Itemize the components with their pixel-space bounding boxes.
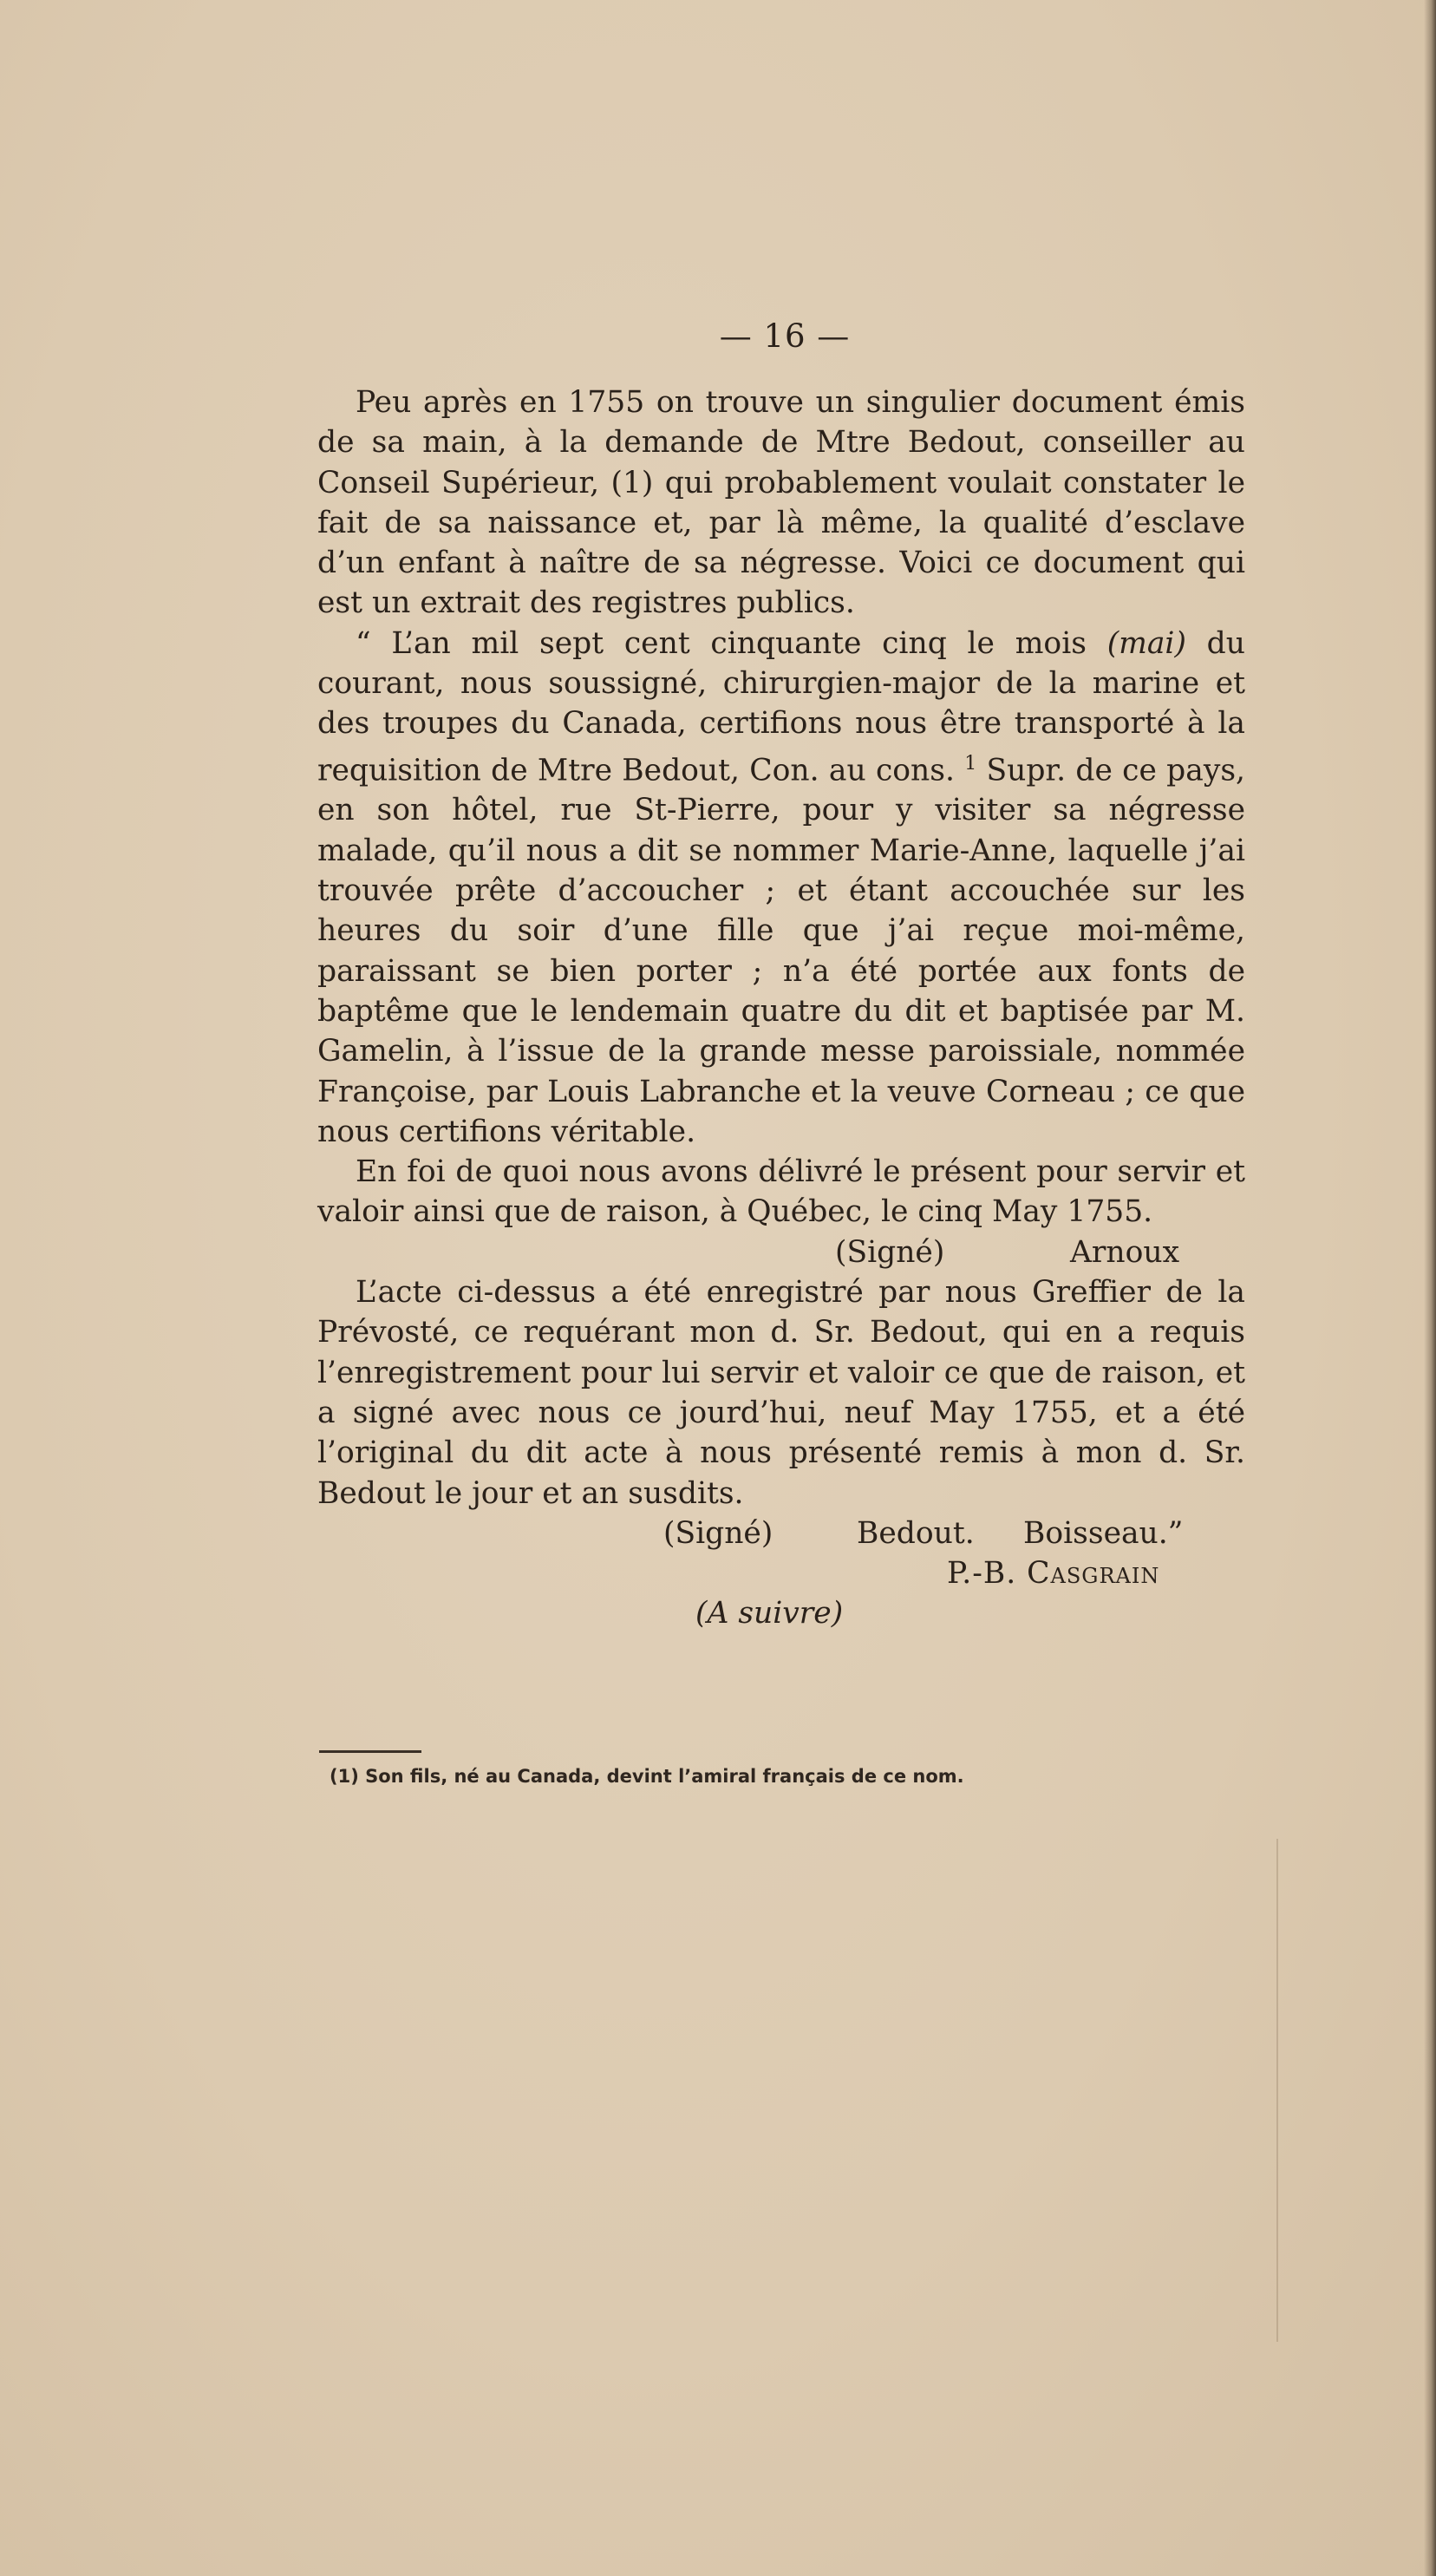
signature-arnoux: [317, 1232, 1245, 1272]
signature-name-arnoux: Arnoux: [1070, 1234, 1180, 1270]
signature-name-bedout: Bedout.: [857, 1515, 975, 1551]
quote-month-italic: (mai): [1106, 625, 1186, 661]
footnote-rule: [319, 1750, 421, 1753]
signature-name-boisseau: Boisseau.”: [1023, 1515, 1184, 1551]
quote-text-middle: du courant, nous soussigné, chirurgien-major de la marine et des troupes du Canada, certifions nous être transporté à la requisition de Mtre Bedout, Con. au cons.: [317, 625, 1245, 788]
quote-text-rest: Supr. de ce pays, en son hôtel, rue St-Pierre, pour y visiter sa négresse malade, qu’il nous a dit se nommer Marie-Anne, laquelle j’ai trouvée prête d’accoucher ; et étant accouchée sur les heures du soir d’une fille que j’ai reçue moi-même, paraissant se bien porter ; n’a été portée aux fonts de baptême que le lendemain quatre du dit et baptisée par M. Gamelin, à l’issue de la grande messe paroissiale, nommée Françoise, par Louis Labranche et la veuve Corneau ; ce que nous certifions véritable.: [317, 753, 1245, 1149]
paragraph-registration: L’acte ci-dessus a été enregistré par nous Greffier de la Prévosté, ce requérant mon d. Sr. Bedout, qui en a requis l’enregistrement pour lui servir et valoir ce que de raison, et a signé avec nous ce jourd’hui, neuf May 1755, et a été l’original du dit acte à nous présenté remis à mon d. Sr. Bedout le jour et an susdits.: [317, 1275, 1245, 1511]
footnote-marker: 1: [964, 752, 977, 775]
signature-signe-label: (Signé): [835, 1234, 945, 1270]
paragraph-intro: Peu après en 1755 on trouve un singulier document émis de sa main, à la demande de Mtre Bedout, conseiller au Conseil Supérieur, (1) qui probablement voulait constater le fait de sa naissance et, par là même, la qualité d’esclave d’un enfant à naître de sa négresse. Voici ce document qui est un extrait des registres publics.: [317, 385, 1245, 621]
page-edge-shadow: [1424, 0, 1436, 2576]
author-name: P.-B. Casgrain: [947, 1556, 1160, 1592]
footnote: (1) Son fils, né au Canada, devint l’amiral français de ce nom.: [330, 1766, 964, 1787]
signature-bedout-boisseau: [317, 1514, 1245, 1553]
to-be-continued: (A suivre): [695, 1596, 844, 1631]
article-body: [317, 382, 1245, 1634]
quoted-certificate: [317, 624, 1245, 1152]
quote-text-start: “ L’an mil sept cent cinquante cinq le mois: [356, 625, 1107, 661]
page-number: — 16 —: [719, 317, 851, 355]
signature-signe-label-2: (Signé): [663, 1515, 773, 1551]
author-line: [317, 1553, 1245, 1593]
to-be-continued-line: [317, 1593, 1245, 1633]
paragraph-delivery: En foi de quoi nous avons délivré le présent pour servir et valoir ainsi que de raison, à Québec, le cinq May 1755.: [317, 1154, 1245, 1230]
paper-crease: [1276, 1839, 1278, 2342]
